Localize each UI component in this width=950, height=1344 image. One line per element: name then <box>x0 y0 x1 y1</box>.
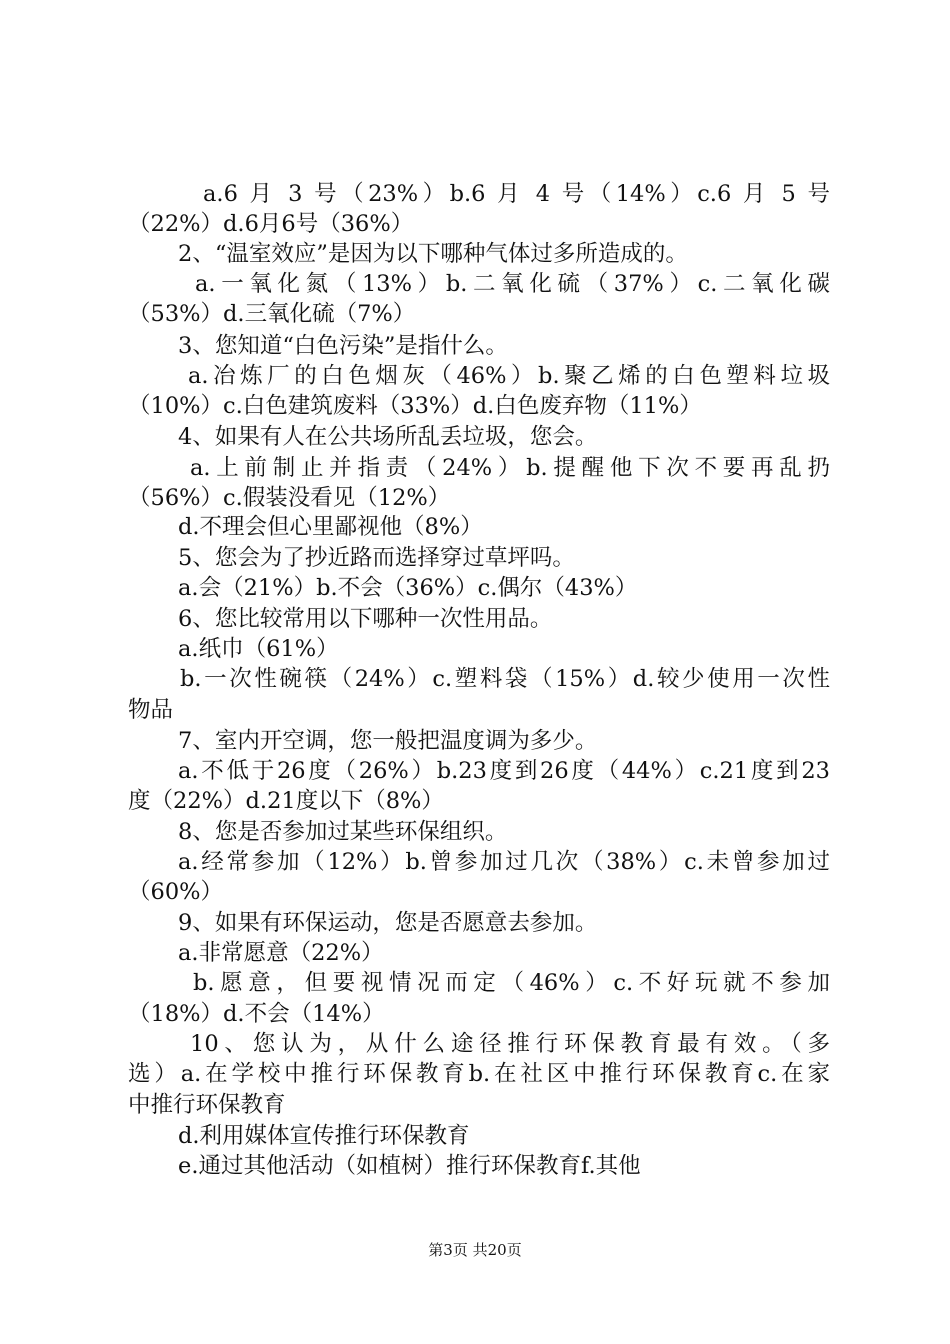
text-line: a.经常参加（12%）b.曾参加过几次（38%）c.未曾参加过 <box>178 849 830 875</box>
page-number-footer: 第3页 共20页 <box>428 1241 522 1259</box>
question-heading: 8、您是否参加过某些环保组织。 <box>178 819 508 845</box>
text-line: a.6 月 3 号（23%）b.6 月 4 号（14%）c.6 月 5 号 <box>203 181 830 207</box>
text-line: 中推行环保教育 <box>128 1092 286 1118</box>
question-heading: 6、您比较常用以下哪种一次性用品。 <box>178 606 553 632</box>
text-line: e.通过其他活动（如植树）推行环保教育f.其他 <box>178 1153 641 1179</box>
text-line: （53%）d.三氧化硫（7%） <box>128 301 416 327</box>
question-heading: 7、室内开空调，您一般把温度调为多少。 <box>178 728 598 754</box>
text-line: a.冶炼厂的白色烟灰（46%）b.聚乙烯的白色塑料垃圾 <box>188 363 830 389</box>
text-line: d.利用媒体宣传推行环保教育 <box>178 1123 470 1149</box>
text-line: b.一次性碗筷（24%）c.塑料袋（15%）d.较少使用一次性 <box>180 666 830 692</box>
text-line: a.不低于26度（26%）b.23度到26度（44%）c.21度到23 <box>178 758 830 784</box>
text-line: （56%）c.假装没看见（12%） <box>128 485 451 511</box>
question-heading: 3、您知道“白色污染”是指什么。 <box>178 333 508 359</box>
question-heading: 4、如果有人在公共场所乱丢垃圾，您会。 <box>178 424 598 450</box>
text-line: 物品 <box>128 697 174 723</box>
text-line: a.非常愿意（22%） <box>178 940 384 966</box>
question-heading: 5、您会为了抄近路而选择穿过草坪吗。 <box>178 545 575 571</box>
text-line: a.一氧化氮（13%）b.二氧化硫（37%）c.二氧化碳 <box>195 271 830 297</box>
text-line: （10%）c.白色建筑废料（33%）d.白色废弃物（11%） <box>128 393 702 419</box>
question-heading: 2、“温室效应”是因为以下哪种气体过多所造成的。 <box>178 241 688 267</box>
text-line: 选）a.在学校中推行环保教育b.在社区中推行环保教育c.在家 <box>128 1061 830 1087</box>
text-line: b.愿意，但要视情况而定（46%）c.不好玩就不参加 <box>193 970 830 996</box>
question-heading: 9、如果有环保运动，您是否愿意去参加。 <box>178 910 598 936</box>
text-line: a.纸巾（61%） <box>178 636 339 662</box>
text-line: a.上前制止并指责（24%）b.提醒他下次不要再乱扔 <box>190 455 830 481</box>
text-line: d.不理会但心里鄙视他（8%） <box>178 514 483 540</box>
text-line: （22%）d.6月6号（36%） <box>128 211 414 237</box>
text-line: （18%）d.不会（14%） <box>128 1001 385 1027</box>
text-line: a.会（21%）b.不会（36%）c.偶尔（43%） <box>178 575 638 601</box>
question-heading: 10、您认为，从什么途径推行环保教育最有效。（多 <box>190 1031 830 1057</box>
text-line: （60%） <box>128 879 224 905</box>
text-line: 度（22%）d.21度以下（8%） <box>128 788 444 814</box>
